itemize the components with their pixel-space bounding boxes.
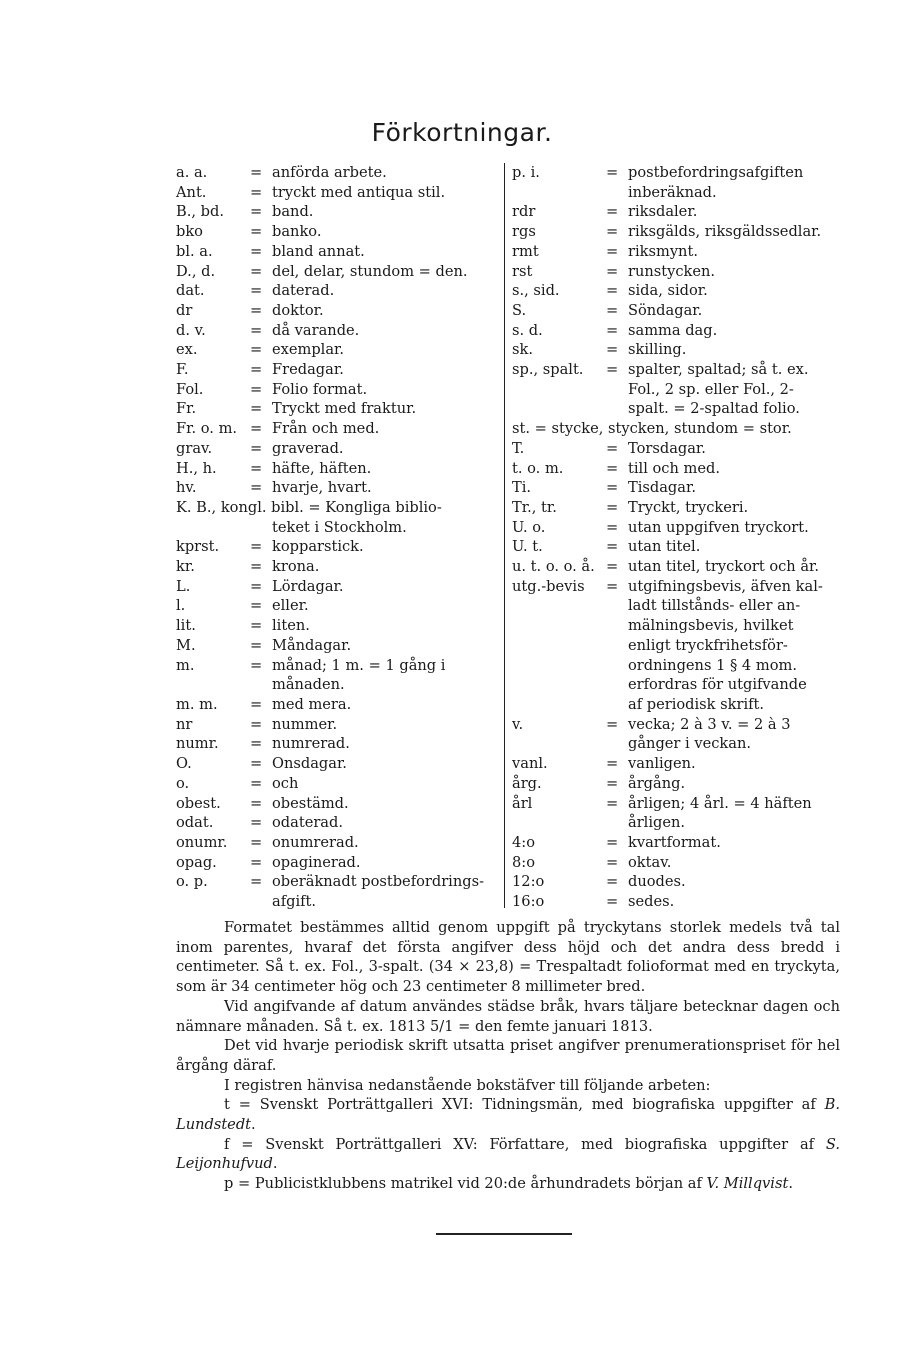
entry-expansion: hvarje, hvart. <box>272 479 372 497</box>
entry-equals: = <box>606 755 619 773</box>
entry-expansion: oktav. <box>628 853 672 871</box>
abbreviation-entry <box>512 281 840 301</box>
entry-equals: = <box>606 341 619 359</box>
abbreviation-entry <box>512 301 840 321</box>
entry-equals: = <box>606 203 619 221</box>
abbreviation-entry <box>512 262 840 282</box>
entry-expansion: Lördagar. <box>272 577 344 595</box>
abbreviation-entry <box>512 577 840 597</box>
entry-abbreviation: nr <box>176 715 193 733</box>
entry-expansion: gånger i veckan. <box>628 735 751 753</box>
entry-equals: = <box>606 282 619 300</box>
entry-equals: = <box>250 617 263 635</box>
entry-equals: = <box>250 439 263 457</box>
entry-abbreviation: 12:o <box>512 873 545 891</box>
entry-abbreviation: s. d. <box>512 321 543 339</box>
entry-equals: = <box>250 301 263 319</box>
entry-abbreviation: grav. <box>176 439 213 457</box>
abbreviation-entry <box>176 202 498 222</box>
abbreviation-continuation <box>512 183 840 203</box>
entry-equals: = <box>250 636 263 654</box>
entry-expansion: krona. <box>272 558 320 576</box>
notes-section <box>176 918 840 1194</box>
entry-abbreviation: Ti. <box>512 479 532 497</box>
entry-abbreviation: Ant. <box>176 183 207 201</box>
entry-expansion: Måndagar. <box>272 636 352 654</box>
entry-equals: = <box>606 577 619 595</box>
abbreviation-continuation <box>512 675 840 695</box>
entry-abbreviation: B., bd. <box>176 203 224 221</box>
entry-equals: = <box>250 223 263 241</box>
entry-equals: = <box>250 164 263 181</box>
abbreviation-entry <box>512 459 840 479</box>
entry-expansion: tryckt med antiqua stil. <box>272 183 446 201</box>
abbreviation-continuation <box>512 399 840 419</box>
abbreviation-continuation <box>512 734 840 754</box>
entry-abbreviation: D., d. <box>176 262 216 280</box>
abbreviation-entry <box>512 163 840 183</box>
entry-abbreviation: o. p. <box>176 873 208 891</box>
abbreviation-entry-full <box>512 419 840 439</box>
abbreviation-continuation <box>176 518 498 538</box>
entry-abbreviation: 8:o <box>512 853 535 871</box>
entry-equals: = <box>250 656 263 674</box>
entry-equals: = <box>606 223 619 241</box>
entry-expansion: afgift. <box>272 893 317 911</box>
entry-equals: = <box>606 715 619 733</box>
entry-abbreviation: obest. <box>176 794 221 812</box>
abbreviation-entry <box>512 242 840 262</box>
entry-abbreviation: 4:o <box>512 833 535 851</box>
note-register-intro: I registren hänvisa nedanstående bokstäfver till följande arbeten: <box>224 1076 711 1094</box>
abbreviation-entry <box>176 734 498 754</box>
entry-expansion: riksgälds, riksgäldssedlar. <box>628 223 822 241</box>
entry-equals: = <box>250 420 263 438</box>
entry-abbreviation: Fr. <box>176 400 197 418</box>
entry-equals: = <box>606 853 619 871</box>
entry-abbreviation: M. <box>176 636 196 654</box>
entry-equals: = <box>606 794 619 812</box>
entry-expansion: ladt tillstånds- eller an- <box>628 597 801 615</box>
entry-expansion: duodes. <box>628 873 686 891</box>
entry-abbreviation: v. <box>512 715 524 733</box>
entry-abbreviation: dr <box>176 301 193 319</box>
entry-equals: = <box>250 558 263 576</box>
abbreviation-entry <box>176 242 498 262</box>
note-source-t-text: t = Svenskt Porträttgalleri XVI: Tidningsmän, med biografiska uppgifter af <box>224 1096 825 1114</box>
entry-expansion: oberäknadt postbefordrings- <box>272 873 485 891</box>
entry-expansion: mälningsbevis, hvilket <box>628 617 794 635</box>
entry-expansion: vanligen. <box>628 755 696 773</box>
entry-equals: = <box>250 538 263 556</box>
entry-abbreviation: Fol. <box>176 380 204 398</box>
note-source-f-end: . <box>272 1155 278 1173</box>
abbreviation-entry <box>176 321 498 341</box>
entry-expansion: riksdaler. <box>628 203 698 221</box>
entry-abbreviation: dat. <box>176 282 205 300</box>
abbreviation-entry <box>176 360 498 380</box>
abbreviation-entry <box>176 715 498 735</box>
entry-equals: = <box>250 833 263 851</box>
entry-expansion: månad; 1 m. = 1 gång i <box>272 656 446 674</box>
entry-abbreviation: lit. <box>176 617 196 635</box>
entry-expansion: Torsdagar. <box>628 439 706 457</box>
entry-equals: = <box>606 301 619 319</box>
entry-equals: = <box>250 735 263 753</box>
entry-abbreviation: F. <box>176 361 189 379</box>
abbreviation-entry <box>512 892 840 912</box>
entry-abbreviation: rgs <box>512 223 536 241</box>
abbreviation-entry <box>176 459 498 479</box>
entry-abbreviation: rdr <box>512 203 536 221</box>
entry-equals: = <box>250 479 263 497</box>
abbreviation-entry <box>176 262 498 282</box>
entry-abbreviation: bko <box>176 223 203 241</box>
entry-equals: = <box>606 361 619 379</box>
entry-expansion: vecka; 2 à 3 v. = 2 à 3 <box>628 715 791 733</box>
entry-expansion: Fredagar. <box>272 361 344 379</box>
abbreviation-entry <box>512 439 840 459</box>
entry-expansion: utgifningsbevis, äfven kal- <box>628 577 823 595</box>
entry-abbreviation: bl. a. <box>176 242 213 260</box>
entry-expansion: utan titel, tryckort och år. <box>628 558 820 576</box>
abbreviation-continuation <box>176 675 498 695</box>
entry-abbreviation: T. <box>512 439 525 457</box>
entry-abbreviation: O. <box>176 755 192 773</box>
entry-abbreviation: S. <box>512 301 527 319</box>
entry-abbreviation: m. <box>176 656 195 674</box>
entry-abbreviation: odat. <box>176 814 214 832</box>
entry-expansion: sedes. <box>628 893 675 911</box>
abbreviation-entry <box>176 656 498 676</box>
abbreviation-entry <box>512 202 840 222</box>
abbreviation-entry <box>176 399 498 419</box>
abbreviation-entry <box>176 636 498 656</box>
entry-equals: = <box>250 814 263 832</box>
entry-abbreviation: sk. <box>512 341 533 359</box>
entry-equals: = <box>250 794 263 812</box>
note-source-f <box>176 1135 840 1174</box>
entry-equals: = <box>250 341 263 359</box>
entry-full-text: K. B., kongl. bibl. = Kongliga biblio- <box>176 498 442 516</box>
entry-abbreviation: u. t. o. o. å. <box>512 558 595 576</box>
entry-abbreviation: Tr., tr. <box>512 498 557 516</box>
entry-expansion: doktor. <box>272 301 324 319</box>
entry-abbreviation: s., sid. <box>512 282 560 300</box>
note-source-p-text: p = Publicistklubbens matrikel vid 20:de århundradets början af <box>224 1175 707 1193</box>
entry-expansion: årligen. <box>628 814 686 832</box>
abbreviation-entry <box>176 380 498 400</box>
abbreviation-column-left <box>176 163 498 912</box>
abbreviation-continuation <box>512 656 840 676</box>
entry-expansion: runstycken. <box>628 262 716 280</box>
entry-equals: = <box>606 242 619 260</box>
entry-abbreviation: opag. <box>176 853 217 871</box>
abbreviation-entry <box>512 498 840 518</box>
abbreviation-entry <box>176 340 498 360</box>
abbreviation-entry-full <box>176 498 498 518</box>
entry-equals: = <box>250 282 263 300</box>
entry-equals: = <box>250 361 263 379</box>
entry-abbreviation: o. <box>176 774 190 792</box>
entry-expansion: exemplar. <box>272 341 345 359</box>
note-source-t-author: B. Lundstedt <box>176 1096 840 1134</box>
entry-abbreviation: rmt <box>512 242 539 260</box>
entry-abbreviation: m. m. <box>176 695 218 713</box>
abbreviation-entry <box>512 222 840 242</box>
entry-equals: = <box>606 439 619 457</box>
abbreviation-entry <box>512 478 840 498</box>
entry-expansion: erfordras för utgifvande <box>628 676 807 694</box>
entry-expansion: onumrerad. <box>272 833 359 851</box>
entry-expansion: enligt tryckfrihetsför- <box>628 636 788 654</box>
entry-equals: = <box>606 774 619 792</box>
entry-expansion: sida, sidor. <box>628 282 708 300</box>
entry-equals: = <box>606 459 619 477</box>
entry-expansion: Onsdagar. <box>272 755 347 773</box>
abbreviation-column-right <box>512 163 840 912</box>
note-price: Det vid hvarje periodisk skrift utsatta priset angifver prenumerationspriset för hel årgång däraf. <box>176 1037 840 1074</box>
abbreviation-entry <box>176 557 498 577</box>
entry-abbreviation: p. i. <box>512 164 540 181</box>
entry-expansion: Tryckt, tryckeri. <box>628 498 749 516</box>
abbreviation-entry <box>176 774 498 794</box>
entry-expansion: Tisdagar. <box>628 479 696 497</box>
abbreviation-entry <box>176 872 498 892</box>
note-source-f-text: f = Svenskt Porträttgalleri XV: Författare, med biografiska uppgifter af <box>224 1135 826 1153</box>
note-source-p-author: V. Millqvist <box>706 1175 789 1193</box>
entry-equals: = <box>606 833 619 851</box>
entry-equals: = <box>250 380 263 398</box>
entry-equals: = <box>250 183 263 201</box>
note-source-p-end: . <box>788 1175 793 1193</box>
entry-abbreviation: årg. <box>512 774 542 792</box>
abbreviation-entry <box>512 872 840 892</box>
abbreviation-entry <box>176 695 498 715</box>
abbreviation-entry <box>512 754 840 774</box>
entry-equals: = <box>606 498 619 516</box>
entry-expansion: ordningens 1 § 4 mom. <box>628 656 797 674</box>
entry-abbreviation: t. o. m. <box>512 459 564 477</box>
entry-abbreviation: L. <box>176 577 191 595</box>
abbreviation-entry <box>512 853 840 873</box>
entry-abbreviation: l. <box>176 597 186 615</box>
entry-equals: = <box>250 853 263 871</box>
entry-abbreviation: d. v. <box>176 321 206 339</box>
abbreviation-entry <box>512 715 840 735</box>
abbreviation-entry <box>512 360 840 380</box>
entry-abbreviation: U. t. <box>512 538 543 556</box>
entry-equals: = <box>606 873 619 891</box>
entry-equals: = <box>250 873 263 891</box>
abbreviation-continuation <box>512 380 840 400</box>
entry-abbreviation: årl <box>512 794 533 812</box>
abbreviation-entry <box>176 577 498 597</box>
abbreviation-entry <box>176 222 498 242</box>
entry-equals: = <box>250 400 263 418</box>
entry-expansion: kopparstick. <box>272 538 364 556</box>
note-source-t <box>176 1095 840 1134</box>
abbreviation-entry <box>176 537 498 557</box>
entry-expansion: med mera. <box>272 695 352 713</box>
abbreviation-entry <box>512 557 840 577</box>
entry-full-text: st. = stycke, stycken, stundom = stor. <box>512 420 792 438</box>
abbreviation-entry <box>176 853 498 873</box>
abbreviation-continuation <box>512 636 840 656</box>
abbreviation-entry <box>176 183 498 203</box>
abbreviation-entry <box>512 774 840 794</box>
entry-expansion: samma dag. <box>628 321 718 339</box>
entry-expansion: Från och med. <box>272 420 380 438</box>
entry-abbreviation: a. a. <box>176 164 208 181</box>
entry-expansion: månaden. <box>272 676 345 694</box>
note-source-f-author: S. Leijonhufvud <box>176 1135 840 1173</box>
abbreviation-entry <box>176 754 498 774</box>
entry-equals: = <box>606 164 619 181</box>
entry-equals: = <box>250 715 263 733</box>
entry-expansion: då varande. <box>272 321 360 339</box>
entry-expansion: inberäknad. <box>628 183 717 201</box>
entry-expansion: teket i Stockholm. <box>272 518 407 536</box>
entry-expansion: utan uppgifven tryckort. <box>628 518 809 536</box>
entry-expansion: Söndagar. <box>628 301 703 319</box>
entry-equals: = <box>606 479 619 497</box>
entry-equals: = <box>606 262 619 280</box>
entry-expansion: häfte, häften. <box>272 459 372 477</box>
entry-expansion: skilling. <box>628 341 687 359</box>
entry-expansion: odaterad. <box>272 814 343 832</box>
entry-equals: = <box>606 558 619 576</box>
entry-equals: = <box>606 893 619 911</box>
entry-expansion: Tryckt med fraktur. <box>272 400 417 418</box>
abbreviation-entry <box>176 419 498 439</box>
abbreviation-continuation <box>512 616 840 636</box>
abbreviation-continuation <box>512 596 840 616</box>
entry-equals: = <box>606 321 619 339</box>
entry-abbreviation: Fr. o. m. <box>176 420 238 438</box>
abbreviation-entry <box>176 281 498 301</box>
abbreviation-entry <box>176 794 498 814</box>
entry-expansion: och <box>272 774 299 792</box>
abbreviation-entry <box>512 794 840 814</box>
entry-equals: = <box>606 518 619 536</box>
abbreviation-entry <box>176 478 498 498</box>
entry-expansion: banko. <box>272 223 322 241</box>
entry-abbreviation: H., h. <box>176 459 217 477</box>
entry-expansion: anförda arbete. <box>272 164 387 181</box>
entry-abbreviation: hv. <box>176 479 197 497</box>
entry-abbreviation: sp., spalt. <box>512 361 584 379</box>
abbreviation-entry <box>176 439 498 459</box>
entry-abbreviation: kr. <box>176 558 195 576</box>
entry-equals: = <box>250 321 263 339</box>
entry-expansion: daterad. <box>272 282 335 300</box>
entry-equals: = <box>250 755 263 773</box>
note-source-p <box>176 1174 840 1194</box>
entry-abbreviation: rst <box>512 262 533 280</box>
entry-expansion: Folio format. <box>272 380 368 398</box>
note-source-t-end: . <box>251 1116 256 1134</box>
entry-equals: = <box>250 577 263 595</box>
entry-expansion: årligen; 4 årl. = 4 häften <box>628 794 812 812</box>
page-title: Förkortningar. <box>371 118 553 147</box>
entry-abbreviation: 16:o <box>512 893 545 911</box>
entry-equals: = <box>250 459 263 477</box>
entry-abbreviation: vanl. <box>512 755 548 773</box>
entry-expansion: nummer. <box>272 715 338 733</box>
abbreviation-entry <box>176 813 498 833</box>
entry-equals: = <box>250 774 263 792</box>
entry-expansion: opaginerad. <box>272 853 361 871</box>
entry-expansion: eller. <box>272 597 309 615</box>
entry-equals: = <box>250 242 263 260</box>
entry-expansion: utan titel. <box>628 538 701 556</box>
entry-expansion: spalt. = 2-spaltad folio. <box>628 400 800 418</box>
entry-abbreviation: kprst. <box>176 538 220 556</box>
entry-equals: = <box>250 203 263 221</box>
entry-expansion: årgång. <box>628 774 686 792</box>
abbreviation-entry <box>176 596 498 616</box>
entry-equals: = <box>250 695 263 713</box>
abbreviation-entry <box>512 537 840 557</box>
abbreviation-entry <box>512 340 840 360</box>
entry-abbreviation: onumr. <box>176 833 228 851</box>
entry-expansion: numrerad. <box>272 735 350 753</box>
abbreviation-continuation <box>512 813 840 833</box>
entry-expansion: graverad. <box>272 439 344 457</box>
entry-expansion: till och med. <box>628 459 720 477</box>
entry-equals: = <box>606 538 619 556</box>
entry-abbreviation: U. o. <box>512 518 546 536</box>
entry-expansion: del, delar, stundom = den. <box>272 262 468 280</box>
note-date: Vid angifvande af datum användes städse bråk, hvars täljare betecknar dagen och nämnare månaden. Så t. ex. 1813 5/1 = den femte januari 1813. <box>176 997 840 1035</box>
entry-expansion: riksmynt. <box>628 242 698 260</box>
entry-expansion: liten. <box>272 617 310 635</box>
entry-equals: = <box>250 597 263 615</box>
abbreviation-entry <box>176 616 498 636</box>
entry-expansion: kvartformat. <box>628 833 721 851</box>
entry-expansion: postbefordringsafgiften <box>628 164 804 181</box>
column-divider <box>504 163 505 908</box>
entry-expansion: band. <box>272 203 314 221</box>
entry-expansion: bland annat. <box>272 242 365 260</box>
abbreviation-entry <box>512 321 840 341</box>
abbreviation-entry <box>176 163 498 183</box>
abbreviation-entry <box>176 301 498 321</box>
entry-equals: = <box>250 262 263 280</box>
note-format: Formatet bestämmes alltid genom uppgift på tryckytans storlek medels två tal inom parentes, hvaraf det första angifver dess höjd och det andra dess bredd i centimeter. Så t. ex. Fol., 3-spalt. (34 × 23,8) = Trespaltadt folioformat med en tryckyta, som är 34 centimeter hög och 23 centimeter 8 millimeter bred. <box>176 919 840 996</box>
entry-abbreviation: utg.-bevis <box>512 577 585 595</box>
abbreviation-entry <box>176 833 498 853</box>
entry-abbreviation: ex. <box>176 341 198 359</box>
entry-expansion: Fol., 2 sp. eller Fol., 2- <box>628 380 794 398</box>
abbreviation-entry <box>512 518 840 538</box>
abbreviation-continuation <box>176 892 498 912</box>
entry-expansion: af periodisk skrift. <box>628 695 765 713</box>
abbreviation-entry <box>512 833 840 853</box>
entry-abbreviation: numr. <box>176 735 219 753</box>
abbreviation-continuation <box>512 695 840 715</box>
entry-expansion: obestämd. <box>272 794 349 812</box>
entry-expansion: spalter, spaltad; så t. ex. <box>628 361 809 379</box>
end-rule <box>436 1233 572 1235</box>
